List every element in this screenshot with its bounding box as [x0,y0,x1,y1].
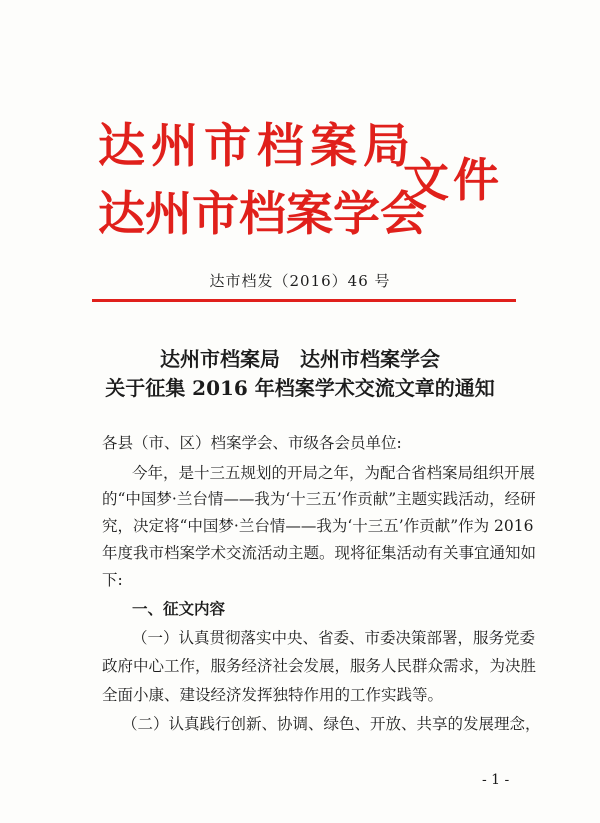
item-line: 政府中心工作，服务经济社会发展，服务人民群众需求，为决胜 [102,657,537,675]
page-number: - 1 - [482,772,510,788]
issuer-name-archives-bureau: 达州市档案局 [98,119,416,174]
notice-title-line1: 达州市档案局 达州市档案学会 [160,347,440,371]
paragraph-line: 的“中国梦·兰台情——我为‘十三五’作贡献”主题实践活动，经研 [102,490,536,508]
paragraph-line: 究，决定将“中国梦·兰台情——我为‘十三五’作贡献”作为 2016 [102,517,534,535]
paragraph-line: 下: [102,571,123,589]
red-divider-line [92,299,516,302]
paragraph-line: 年度我市档案学术交流活动主题。现将征集活动有关事宜通知如 [102,544,537,562]
notice-title-line2: 关于征集 2016 年档案学术交流文章的通知 [105,376,495,400]
salutation: 各县（市、区）档案学会、市级各会员单位: [102,434,402,452]
item-line: （二）认真践行创新、协调、绿色、开放、共享的发展理念， [122,715,541,733]
issuer-name-archives-society: 达州市档案学会 [98,187,427,242]
section-heading: 一、征文内容 [132,599,226,618]
item-line: （一）认真贯彻落实中央、省委、市委决策部署，服务党委 [132,629,536,647]
document-number: 达市档发（2016）46 号 [209,272,391,290]
document-type-label: 文件 [403,153,503,207]
paragraph-line: 今年，是十三五规划的开局之年，为配合省档案局组织开展 [132,464,536,482]
item-line: 全面小康、建设经济发挥独特作用的工作实践等。 [102,686,444,704]
